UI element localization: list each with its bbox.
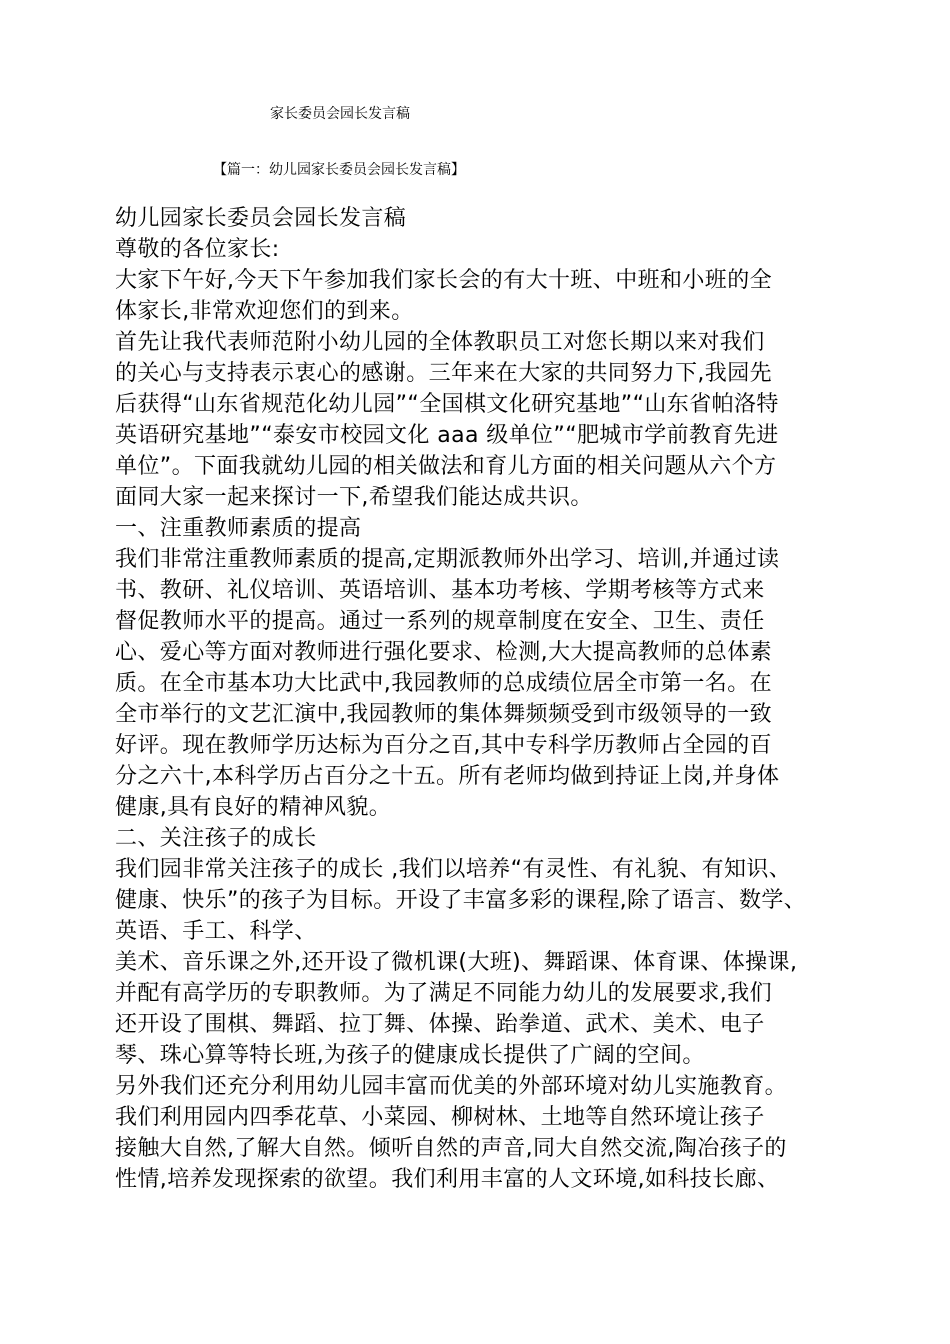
paragraph-line: 全市举行的文艺汇演中,我园教师的集体舞频频受到市级领导的一致 xyxy=(115,702,772,727)
paragraph-line: 督促教师水平的提高。通过一系列的规章制度在安全、卫生、责任 xyxy=(115,609,765,634)
paragraph-line: 后获得“山东省规范化幼儿园”“全国棋文化研究基地”“山东省帕洛特 xyxy=(115,392,779,417)
paragraph-line: 健康,具有良好的精神风貌。 xyxy=(115,795,392,820)
paragraph-line: 另外我们还充分利用幼儿园丰富而优美的外部环境对幼儿实施教育。 xyxy=(115,1074,788,1099)
paragraph-line: 健康、快乐”的孩子为目标。开设了丰富多彩的课程,除了语言、数学、 xyxy=(115,888,807,913)
paragraph-line: 的关心与支持表示衷心的感谢。三年来在大家的共同努力下,我园先 xyxy=(115,361,772,386)
paragraph-line: 我们非常注重教师素质的提高,定期派教师外出学习、培训,并通过读 xyxy=(115,547,780,572)
section-heading-line: 一、注重教师素质的提高 xyxy=(115,516,362,541)
paragraph-line: 英语研究基地”“泰安市校园文化 aaa 级单位”“肥城市学前教育先进 xyxy=(115,423,779,448)
section-heading-line: 二、关注孩子的成长 xyxy=(115,826,317,851)
speech-title-line: 幼儿园家长委员会园长发言稿 xyxy=(115,206,407,231)
paragraph-line: 好评。现在教师学历达标为百分之百,其中专科学历教师占全园的百 xyxy=(115,733,772,758)
document-title: 家长委员会园长发言稿 xyxy=(270,106,410,122)
paragraph-line: 还开设了围棋、舞蹈、拉丁舞、体操、跆拳道、武术、美术、电子 xyxy=(115,1012,765,1037)
paragraph-line: 琴、珠心算等特长班,为孩子的健康成长提供了广阔的空间。 xyxy=(115,1043,705,1068)
paragraph-line: 质。在全市基本功大比武中,我园教师的总成绩位居全市第一名。在 xyxy=(115,671,772,696)
paragraph-line: 面同大家一起来探讨一下,希望我们能达成共识。 xyxy=(115,485,593,510)
paragraph-line: 首先让我代表师范附小幼儿园的全体教职员工对您长期以来对我们 xyxy=(115,330,765,355)
paragraph-line: 大家下午好,今天下午参加我们家长会的有大十班、中班和小班的全 xyxy=(115,268,772,293)
paragraph-line: 性情,培养发现探索的欲望。我们利用丰富的人文环境,如科技长廊、 xyxy=(115,1167,780,1192)
paragraph-line: 接触大自然,了解大自然。倾听自然的声音,同大自然交流,陶冶孩子的 xyxy=(115,1136,787,1161)
section-heading: 【篇一：幼儿园家长委员会园长发言稿】 xyxy=(213,162,465,178)
paragraph-line: 英语、手工、科学、 xyxy=(115,919,317,944)
paragraph-line: 体家长,非常欢迎您们的到来。 xyxy=(115,299,414,324)
paragraph-line: 我们园非常关注孩子的成长 ,我们以培养“有灵性、有礼貌、有知识、 xyxy=(115,857,792,882)
paragraph-line: 书、教研、礼仪培训、英语培训、基本功考核、学期考核等方式来 xyxy=(115,578,765,603)
paragraph-line: 并配有高学历的专职教师。为了满足不同能力幼儿的发展要求,我们 xyxy=(115,981,772,1006)
paragraph-line: 美术、音乐课之外,还开设了微机课(大班)、舞蹈课、体育课、体操课, xyxy=(115,950,798,975)
paragraph-line: 单位”。下面我就幼儿园的相关做法和育儿方面的相关问题从六个方 xyxy=(115,454,777,479)
paragraph-line: 心、爱心等方面对教师进行强化要求、检测,大大提高教师的总体素 xyxy=(115,640,772,665)
paragraph-line: 分之六十,本科学历占百分之十五。所有老师均做到持证上岗,并身体 xyxy=(115,764,780,789)
salutation-line: 尊敬的各位家长: xyxy=(115,237,280,262)
paragraph-line: 我们利用园内四季花草、小菜园、柳树林、土地等自然环境让孩子 xyxy=(115,1105,765,1130)
speech-body xyxy=(115,203,875,1195)
